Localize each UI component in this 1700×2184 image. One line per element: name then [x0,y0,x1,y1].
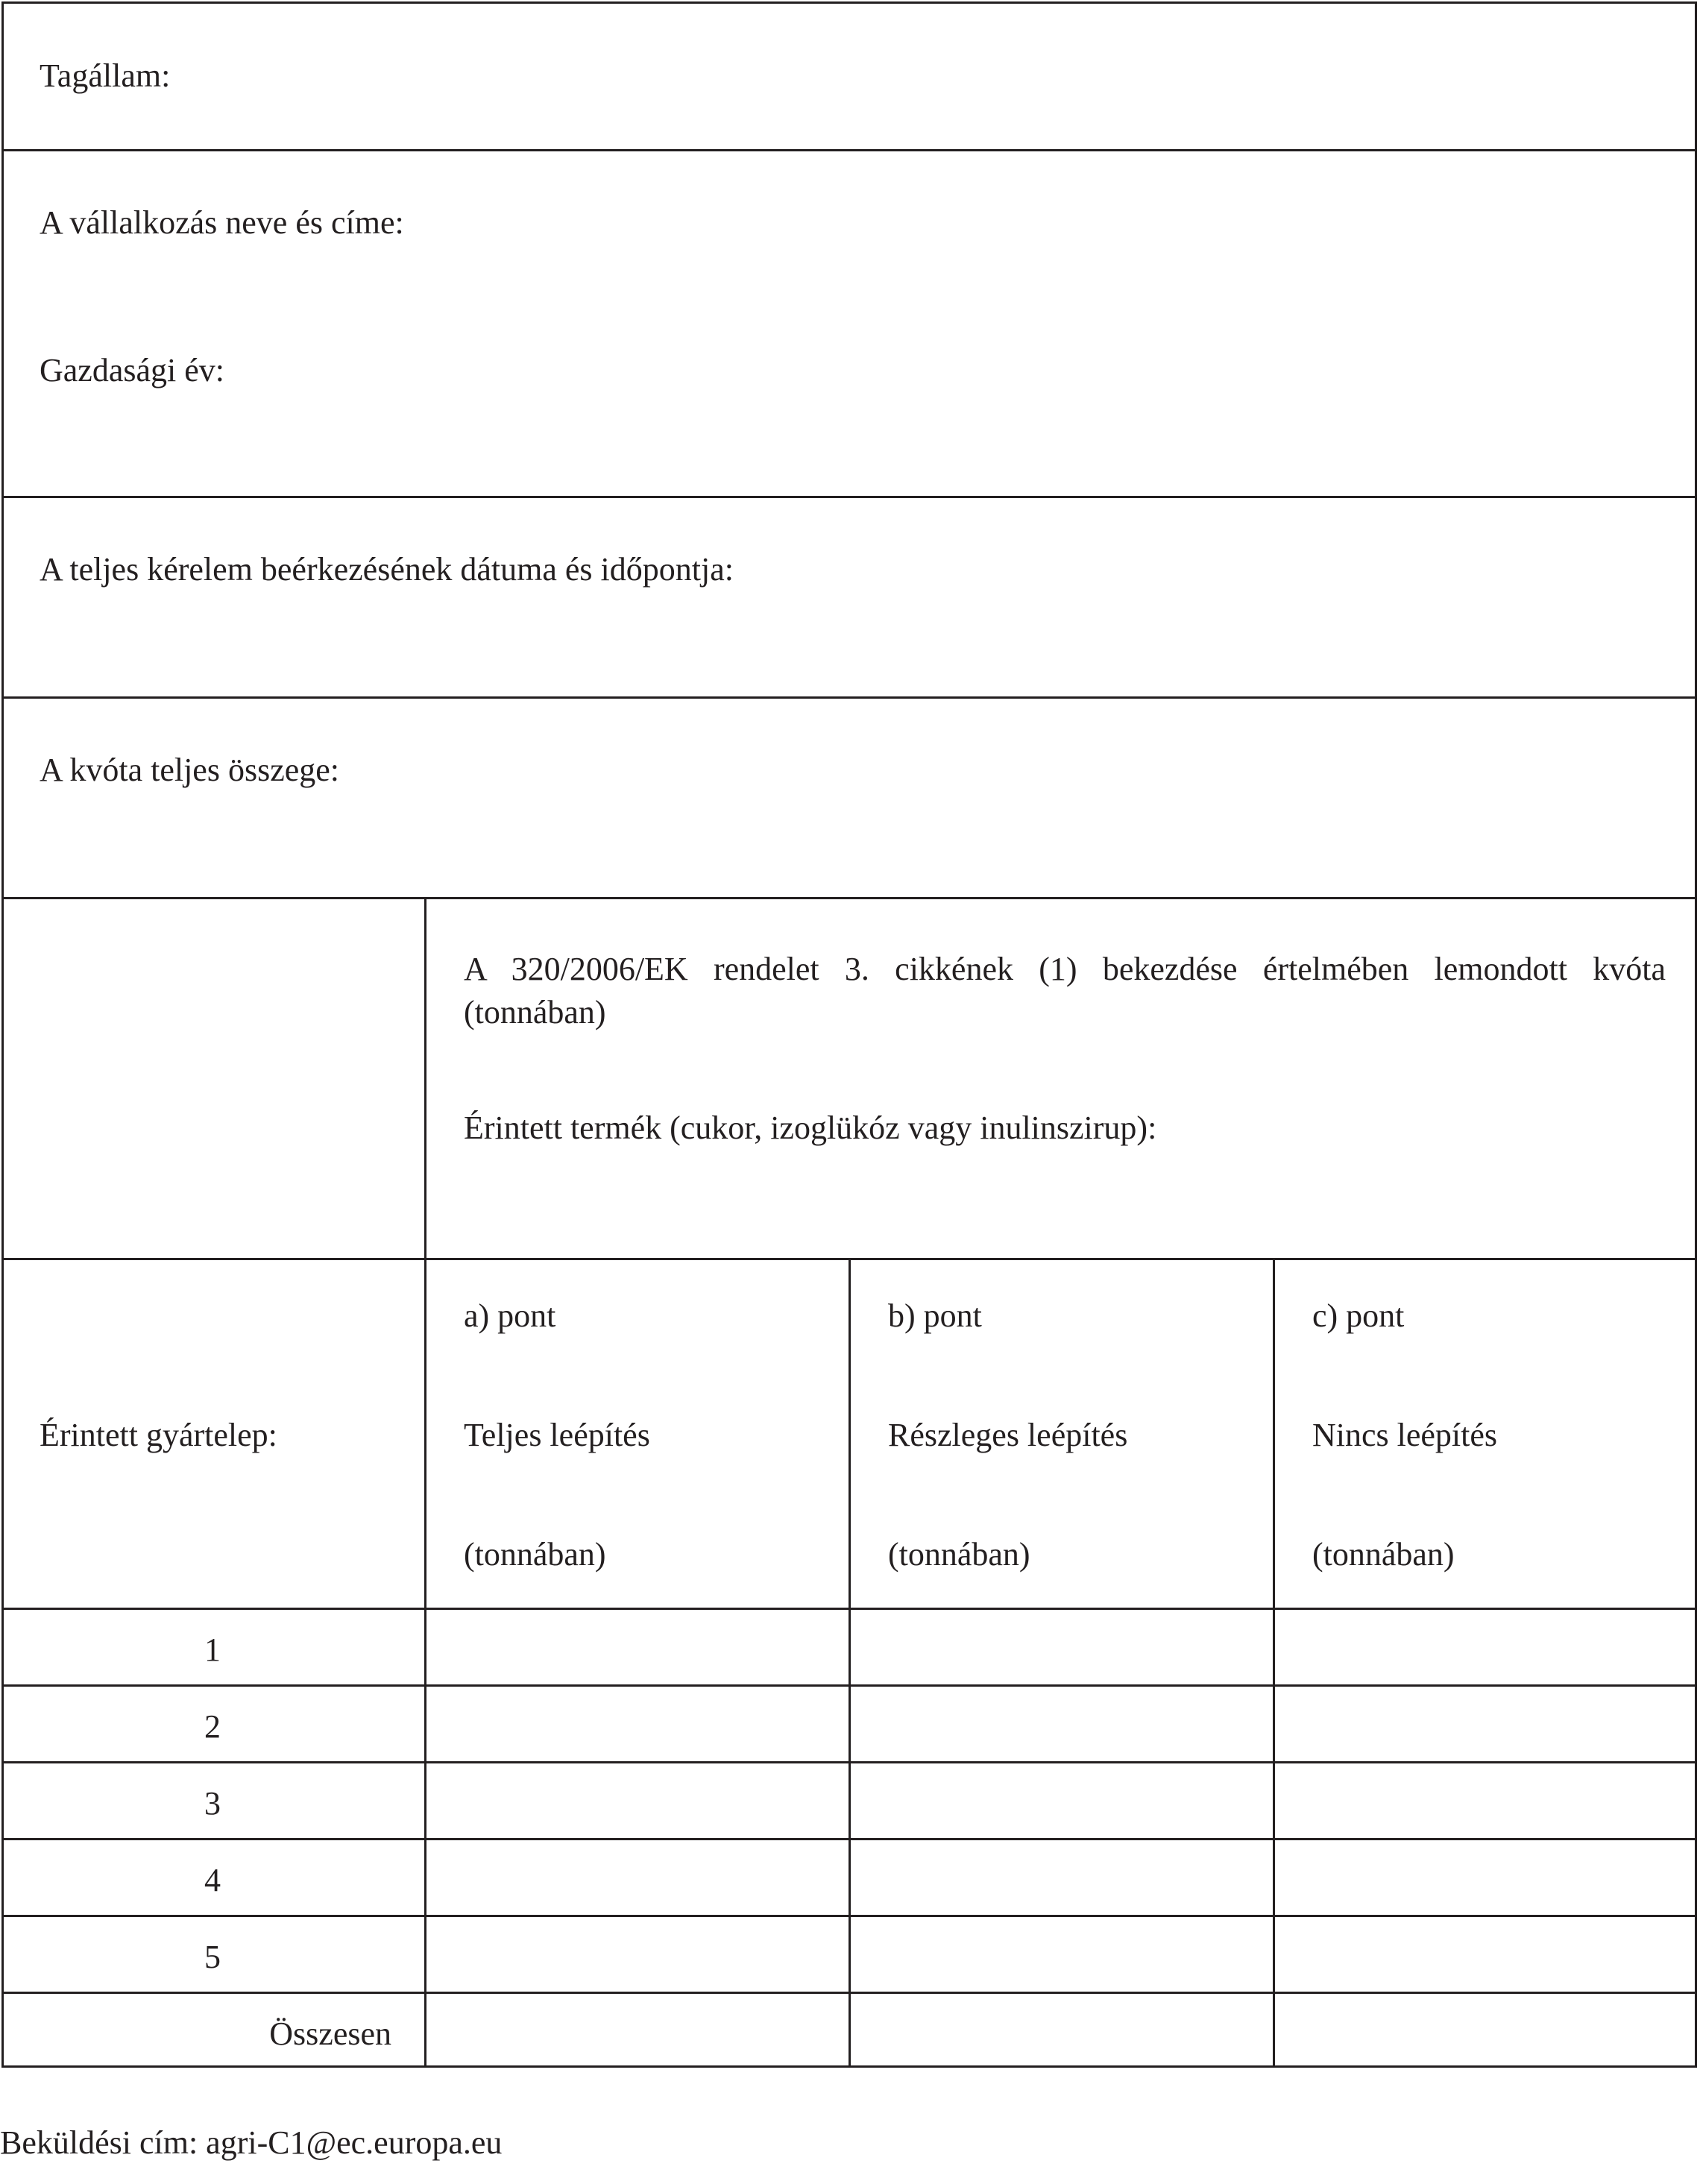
row-number: 2 [204,1708,221,1745]
row-number: 1 [204,1631,221,1668]
column-divider [849,1258,851,2065]
column-a-point: a) pont [464,1297,556,1334]
company-name-address-label: A vállalkozás neve és címe: [40,204,404,241]
column-a-unit: (tonnában) [464,1536,606,1573]
column-c-unit: (tonnában) [1312,1536,1455,1573]
column-a-title: Teljes leépítés [464,1417,650,1453]
renounced-quota-unit: (tonnában) [464,994,606,1030]
send-to-address: Beküldési cím: agri-C1@ec.europa.eu [0,2124,503,2161]
column-c-point: c) pont [1312,1297,1405,1334]
quota-renunciation-form [1,1,1697,2068]
total-quota-label: A kvóta teljes összege: [40,752,340,788]
row-number: 3 [204,1785,221,1822]
factory-label: Érintett gyártelep: [40,1417,277,1453]
divider [4,149,1695,151]
renounced-quota-heading: A 320/2006/EK rendelet 3. cikkének (1) bekezdése értelmében lemondott kvóta [464,951,1666,987]
divider [4,696,1695,699]
column-divider [424,897,426,2065]
application-date-label: A teljes kérelem beérkezésének dátuma és időpontja: [40,551,734,588]
marketing-year-label: Gazdasági év: [40,352,224,388]
column-b-title: Részleges leépítés [888,1417,1128,1453]
column-c-title: Nincs leépítés [1312,1417,1498,1453]
row-number: 4 [204,1862,221,1898]
product-label: Érintett termék (cukor, izoglükóz vagy inulinszirup): [464,1110,1157,1146]
divider [4,496,1695,498]
column-b-point: b) pont [888,1297,982,1334]
column-divider [1273,1258,1275,2065]
member-state-label: Tagállam: [40,57,171,94]
total-row-label: Összesen [269,2015,391,2052]
row-number: 5 [204,1939,221,1975]
column-b-unit: (tonnában) [888,1536,1030,1573]
divider [4,897,1695,899]
